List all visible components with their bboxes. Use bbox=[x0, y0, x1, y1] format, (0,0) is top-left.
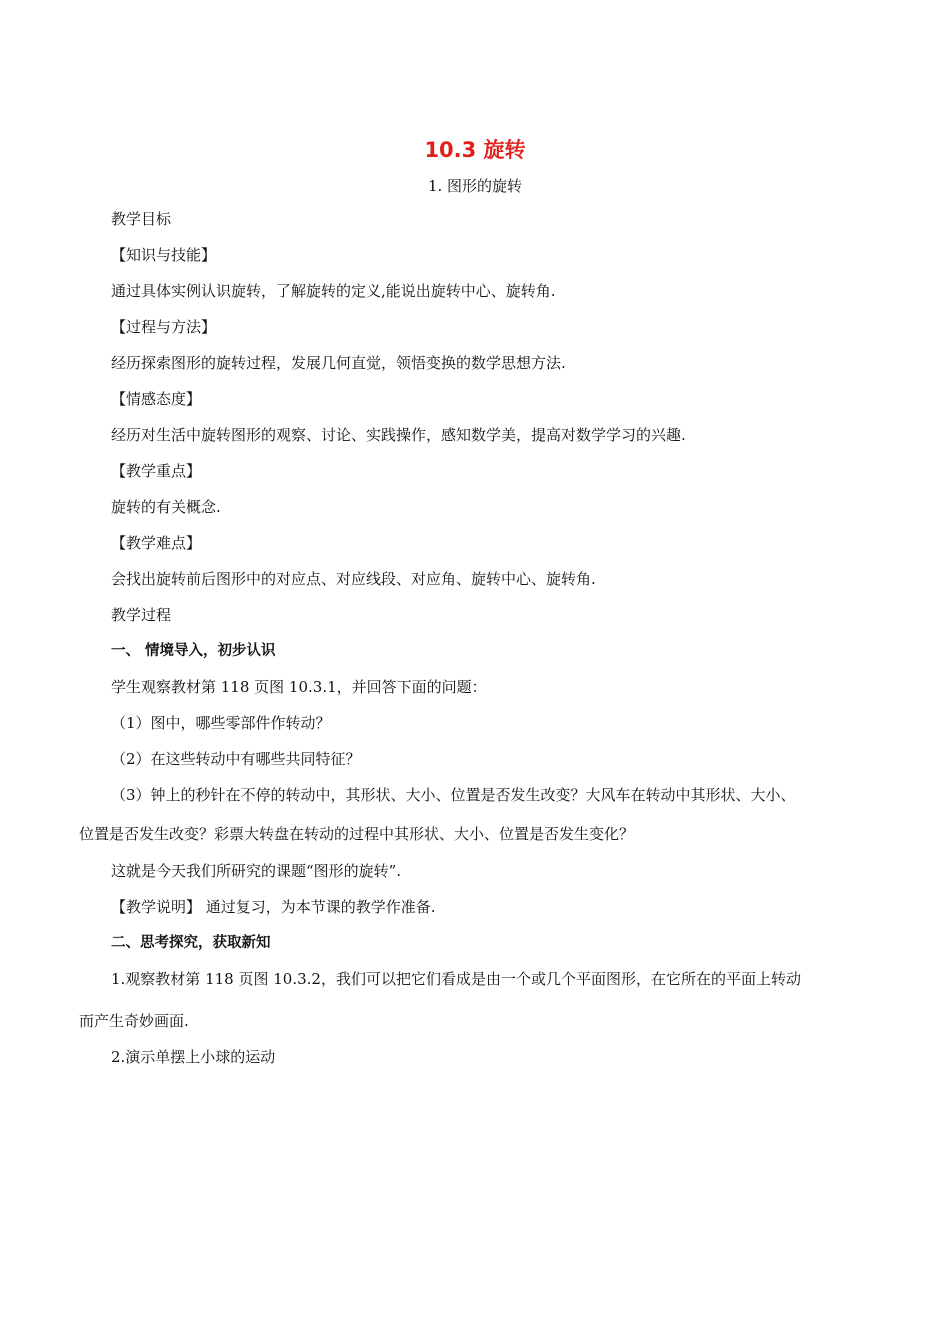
paragraph-continued: 而产生奇妙画面. bbox=[79, 1012, 189, 1030]
label-key-points: 【教学重点】 bbox=[111, 462, 202, 480]
question-3-continued: 位置是否发生改变？彩票大转盘在转动的过程中其形状、大小、位置是否发生变化？ bbox=[79, 825, 635, 843]
label-process-method: 【过程与方法】 bbox=[111, 318, 217, 336]
paragraph: 学生观察教材第 118 页图 10.3.1，并回答下面的问题： bbox=[111, 678, 487, 696]
doc-title: 10.3 旋转 bbox=[424, 138, 526, 162]
paragraph: 经历对生活中旋转图形的观察、讨论、实践操作，感知数学美，提高对数学学习的兴趣. bbox=[111, 426, 686, 444]
paragraph: 2.演示单摆上小球的运动 bbox=[111, 1048, 276, 1066]
heading-teaching-goals: 教学目标 bbox=[111, 210, 172, 228]
question-2: （2）在这些转动中有哪些共同特征？ bbox=[111, 750, 361, 768]
section-heading-1: 一、 情境导入，初步认识 bbox=[111, 643, 276, 659]
paragraph: 经历探索图形的旋转过程，发展几何直觉，领悟变换的数学思想方法. bbox=[111, 354, 566, 372]
label-knowledge-skills: 【知识与技能】 bbox=[111, 246, 217, 264]
label-difficult-points: 【教学难点】 bbox=[111, 534, 202, 552]
question-3: （3）钟上的秒针在不停的转动中，其形状、大小、位置是否发生改变？大风车在转动中其形状、大小、 bbox=[111, 786, 796, 804]
label-emotion-attitude: 【情感态度】 bbox=[111, 390, 202, 408]
paragraph: 1.观察教材第 118 页图 10.3.2，我们可以把它们看成是由一个或几个平面图形，在它所在的平面上转动 bbox=[111, 970, 801, 988]
section-heading-2: 二、思考探究，获取新知 bbox=[111, 935, 271, 951]
doc-subtitle: 1. 图形的旋转 bbox=[427, 177, 523, 195]
paragraph: 会找出旋转前后图形中的对应点、对应线段、对应角、旋转中心、旋转角. bbox=[111, 570, 596, 588]
teaching-note: 【教学说明】 通过复习，为本节课的教学作准备. bbox=[111, 898, 436, 916]
question-1: （1）图中，哪些零部件作转动？ bbox=[111, 714, 331, 732]
paragraph: 这就是今天我们所研究的课题“图形的旋转”. bbox=[111, 862, 402, 880]
paragraph: 通过具体实例认识旋转，了解旋转的定义,能说出旋转中心、旋转角. bbox=[111, 282, 556, 300]
paragraph: 旋转的有关概念. bbox=[111, 498, 221, 516]
heading-teaching-process: 教学过程 bbox=[111, 606, 172, 624]
